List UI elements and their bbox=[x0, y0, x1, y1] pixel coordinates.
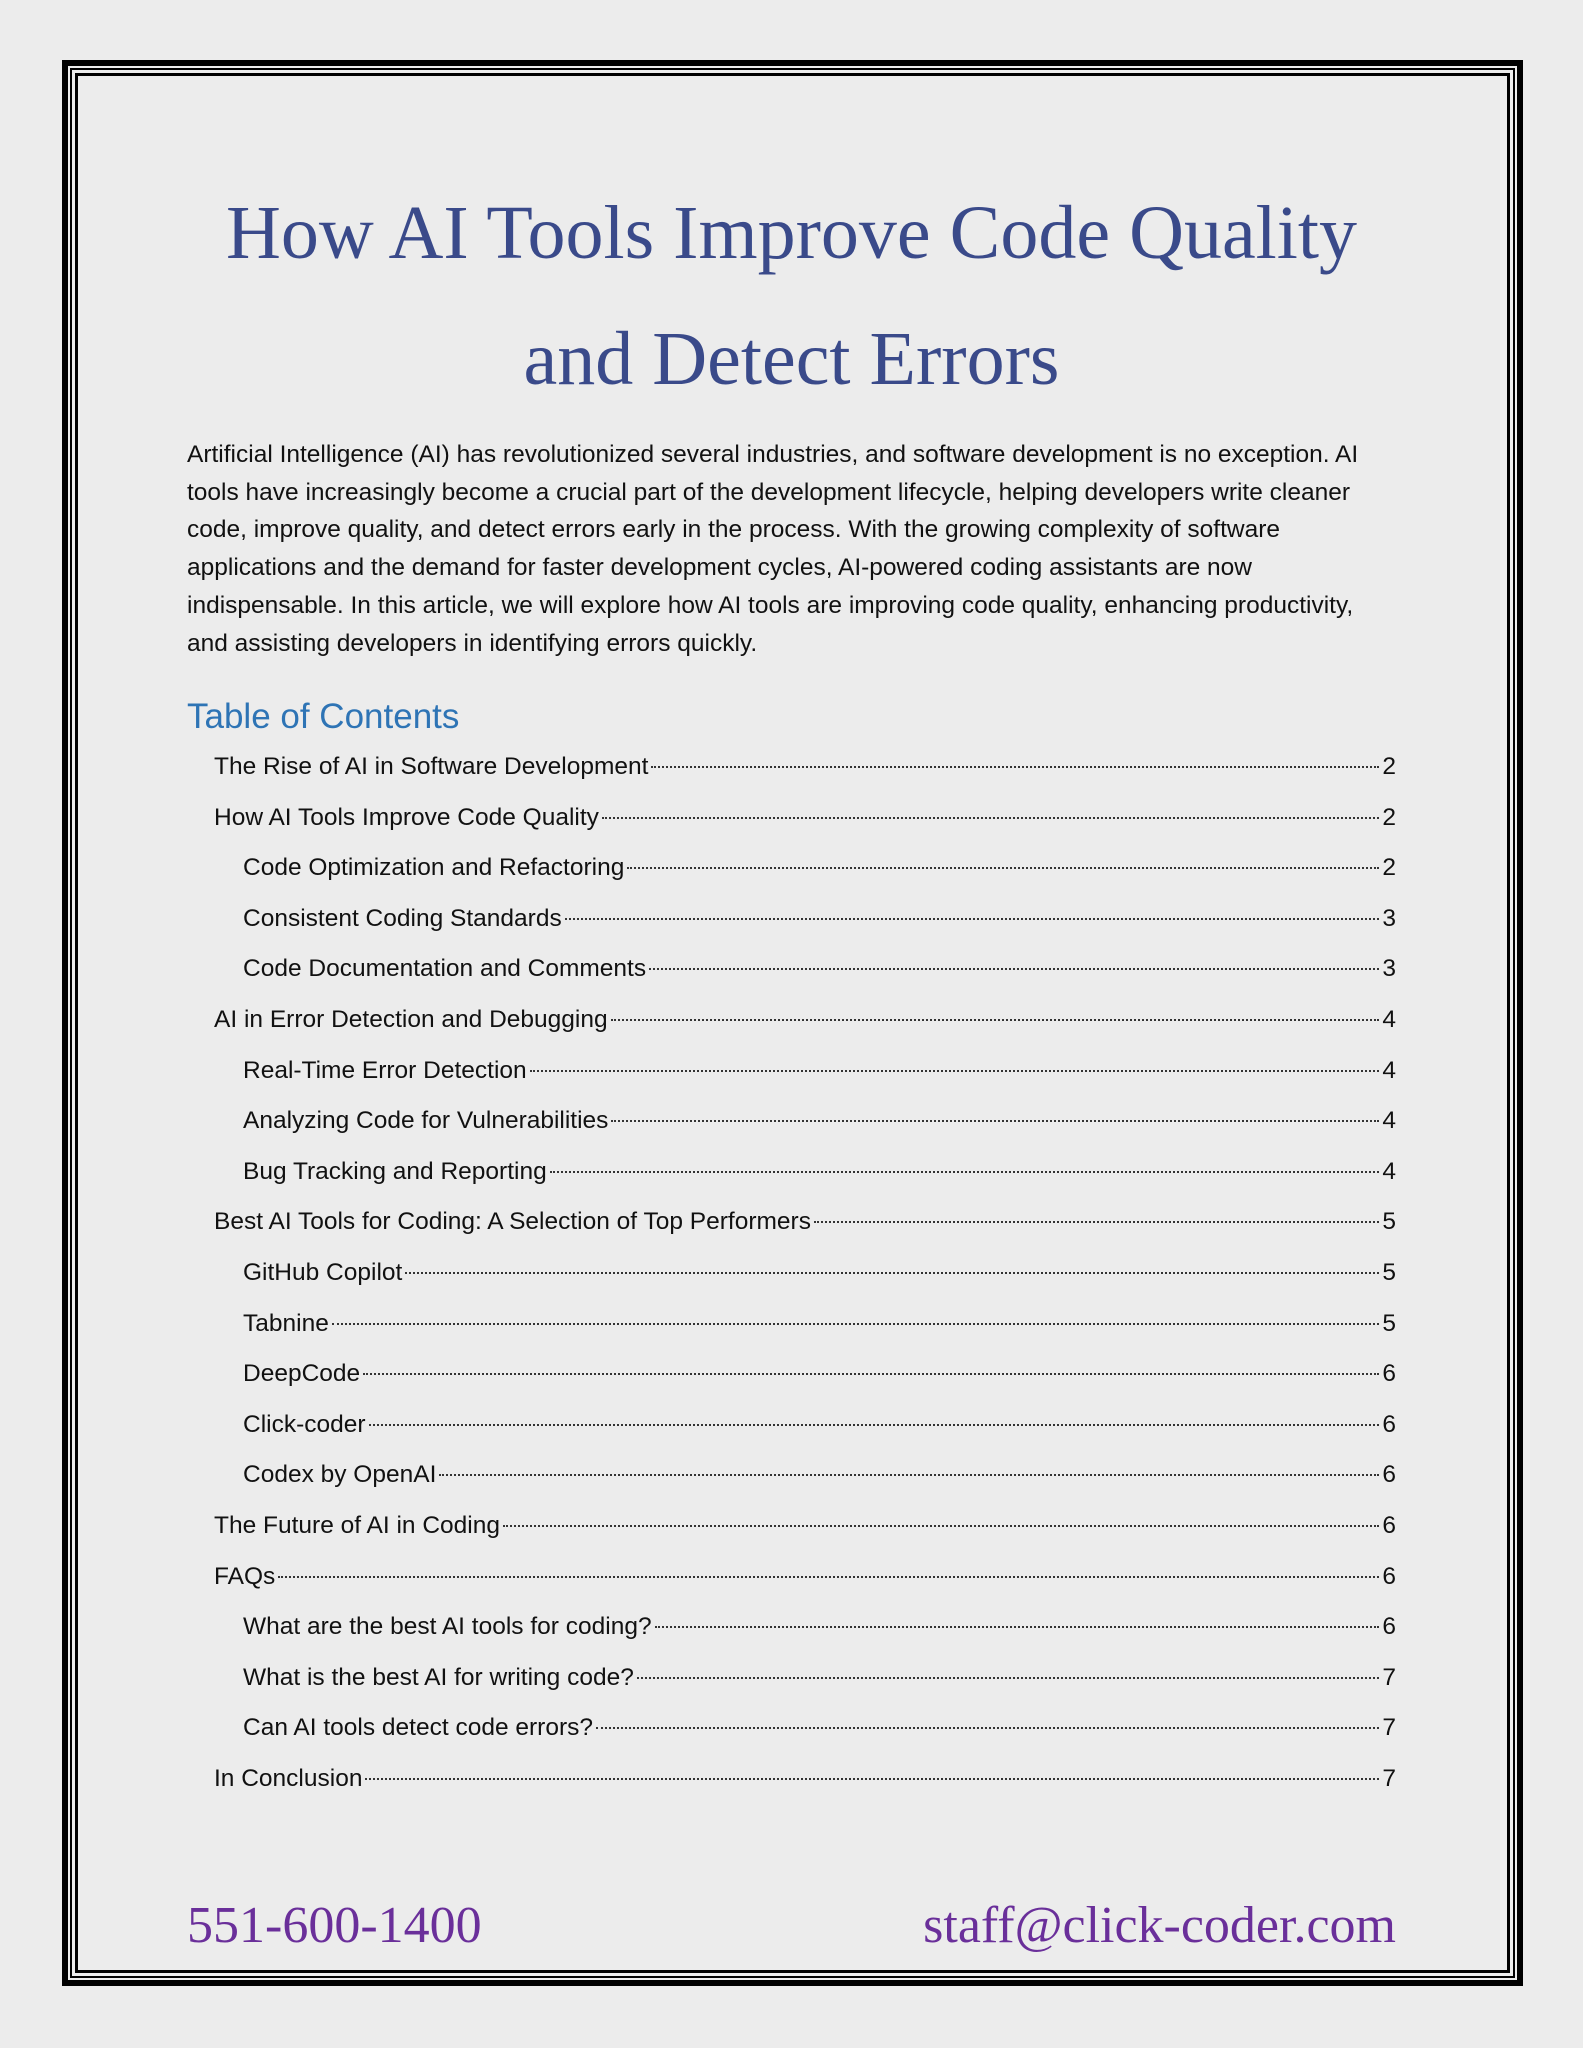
toc-dot-leader bbox=[637, 1677, 1380, 1679]
footer-phone[interactable]: 551-600-1400 bbox=[187, 1897, 482, 1954]
toc-entry[interactable] bbox=[214, 793, 1396, 843]
toc-entry[interactable] bbox=[214, 1197, 1396, 1247]
document-title-line-1: How AI Tools Improve Code Quality bbox=[225, 191, 1358, 275]
toc-dot-leader bbox=[649, 968, 1379, 970]
toc-entry-page-number: 2 bbox=[1382, 854, 1396, 882]
toc-dot-leader bbox=[611, 1120, 1379, 1122]
toc-entry-page-number: 4 bbox=[1382, 1006, 1396, 1033]
toc-heading: Table of Contents bbox=[187, 697, 460, 736]
toc-dot-leader bbox=[405, 1272, 1379, 1274]
toc-entry[interactable] bbox=[243, 1147, 1396, 1197]
toc-dot-leader bbox=[369, 1424, 1380, 1426]
toc-entry-page-number: 6 bbox=[1382, 1360, 1396, 1388]
toc-entry-label: What are the best AI tools for coding? bbox=[243, 1613, 652, 1641]
toc-entry[interactable] bbox=[243, 1096, 1396, 1146]
toc-dot-leader bbox=[365, 1778, 1379, 1780]
document-title-line-2: and Detect Errors bbox=[523, 317, 1060, 401]
toc-dot-leader bbox=[530, 1070, 1380, 1072]
toc-entry-page-number: 2 bbox=[1382, 803, 1396, 831]
toc-entry-label: DeepCode bbox=[243, 1360, 361, 1388]
toc-entry-label: The Rise of AI in Software Development bbox=[214, 753, 649, 780]
toc-entry-page-number: 2 bbox=[1382, 753, 1396, 780]
toc-dot-leader bbox=[503, 1525, 1379, 1527]
toc-dot-leader bbox=[278, 1576, 1379, 1578]
toc-entry[interactable] bbox=[214, 1501, 1396, 1551]
toc-entry[interactable] bbox=[243, 944, 1396, 994]
toc-entry-page-number: 4 bbox=[1382, 1157, 1396, 1185]
toc-entry-label: Best AI Tools for Coding: A Selection of Top Performers bbox=[214, 1208, 811, 1236]
toc-entry-label: AI in Error Detection and Debugging bbox=[214, 1006, 608, 1033]
toc-entry[interactable] bbox=[243, 843, 1396, 893]
toc-dot-leader bbox=[651, 766, 1379, 768]
toc-entry[interactable] bbox=[243, 1400, 1396, 1450]
toc-dot-leader bbox=[565, 918, 1380, 920]
toc-entry-label: In Conclusion bbox=[214, 1765, 363, 1792]
toc-entry-label: Code Optimization and Refactoring bbox=[243, 854, 625, 882]
toc-entry-page-number: 7 bbox=[1382, 1765, 1396, 1792]
toc-entry[interactable] bbox=[214, 1552, 1396, 1602]
toc-entry-label: Codex by OpenAI bbox=[243, 1461, 437, 1489]
toc-entry-label: FAQs bbox=[214, 1562, 276, 1590]
toc-entry-label: Can AI tools detect code errors? bbox=[243, 1714, 593, 1742]
toc-entry-label: Analyzing Code for Vulnerabilities bbox=[243, 1107, 609, 1135]
toc-entry-label: GitHub Copilot bbox=[243, 1259, 403, 1286]
toc-dot-leader bbox=[627, 867, 1379, 869]
toc-entry[interactable] bbox=[214, 742, 1396, 792]
toc-dot-leader bbox=[814, 1221, 1379, 1223]
toc-entry[interactable] bbox=[243, 1046, 1396, 1096]
toc-entry-label: Real-Time Error Detection bbox=[243, 1056, 527, 1084]
toc-entry-page-number: 5 bbox=[1382, 1309, 1396, 1337]
toc-dot-leader bbox=[611, 1019, 1380, 1021]
toc-entry[interactable] bbox=[243, 1653, 1396, 1703]
toc-dot-leader bbox=[602, 817, 1379, 819]
toc-entry-label: What is the best AI for writing code? bbox=[243, 1663, 634, 1691]
intro-paragraph: Artificial Intelligence (AI) has revolutionized several industries, and software development is no exception. AI tools have increasingly become a crucial part of the development lifecycle, helping developers write cleaner code, improve quality, and detect errors early in the process. With the growing complexity of software applications and the demand for faster development cycles, AI-powered coding assistants are now indispensable. In this article, we will explore how AI tools are improving code quality, enhancing productivity, and assisting developers in identifying errors quickly. bbox=[187, 441, 1359, 657]
toc-entry[interactable] bbox=[243, 1299, 1396, 1349]
toc-entry[interactable] bbox=[214, 1754, 1396, 1804]
toc-entry-label: Code Documentation and Comments bbox=[243, 955, 647, 983]
toc-entry-page-number: 6 bbox=[1382, 1410, 1396, 1438]
toc-entry-page-number: 7 bbox=[1382, 1714, 1396, 1742]
toc-entry-label: Bug Tracking and Reporting bbox=[243, 1157, 547, 1185]
toc-entry[interactable] bbox=[243, 1703, 1396, 1753]
toc-entry-page-number: 5 bbox=[1382, 1208, 1396, 1236]
toc-entry-page-number: 3 bbox=[1382, 904, 1396, 932]
footer-email[interactable]: staff@click-coder.com bbox=[923, 1897, 1396, 1954]
table-of-contents bbox=[0, 742, 1583, 1792]
toc-dot-leader bbox=[655, 1626, 1380, 1628]
toc-entry-page-number: 4 bbox=[1382, 1056, 1396, 1084]
toc-entry[interactable] bbox=[243, 1349, 1396, 1399]
toc-dot-leader bbox=[363, 1373, 1379, 1375]
document-title bbox=[150, 170, 1433, 422]
toc-entry[interactable] bbox=[243, 1450, 1396, 1500]
toc-entry-page-number: 6 bbox=[1382, 1461, 1396, 1489]
toc-entry-page-number: 3 bbox=[1382, 955, 1396, 983]
toc-entry-page-number: 5 bbox=[1382, 1259, 1396, 1286]
toc-dot-leader bbox=[439, 1474, 1379, 1476]
toc-entry-label: Tabnine bbox=[243, 1309, 329, 1337]
toc-dot-leader bbox=[332, 1323, 1380, 1325]
toc-entry-page-number: 6 bbox=[1382, 1562, 1396, 1590]
toc-entry-label: Click-coder bbox=[243, 1410, 366, 1438]
toc-entry-label: How AI Tools Improve Code Quality bbox=[214, 803, 599, 831]
toc-entry-page-number: 6 bbox=[1382, 1613, 1396, 1641]
toc-entry-page-number: 4 bbox=[1382, 1107, 1396, 1135]
toc-entry[interactable] bbox=[243, 1248, 1396, 1298]
toc-entry-page-number: 6 bbox=[1382, 1512, 1396, 1539]
toc-entry[interactable] bbox=[243, 894, 1396, 944]
toc-entry[interactable] bbox=[214, 995, 1396, 1045]
toc-entry-label: The Future of AI in Coding bbox=[214, 1512, 500, 1539]
toc-dot-leader bbox=[596, 1727, 1379, 1729]
toc-entry-label: Consistent Coding Standards bbox=[243, 904, 562, 932]
toc-entry[interactable] bbox=[243, 1602, 1396, 1652]
toc-dot-leader bbox=[550, 1171, 1380, 1173]
toc-entry-page-number: 7 bbox=[1382, 1663, 1396, 1691]
